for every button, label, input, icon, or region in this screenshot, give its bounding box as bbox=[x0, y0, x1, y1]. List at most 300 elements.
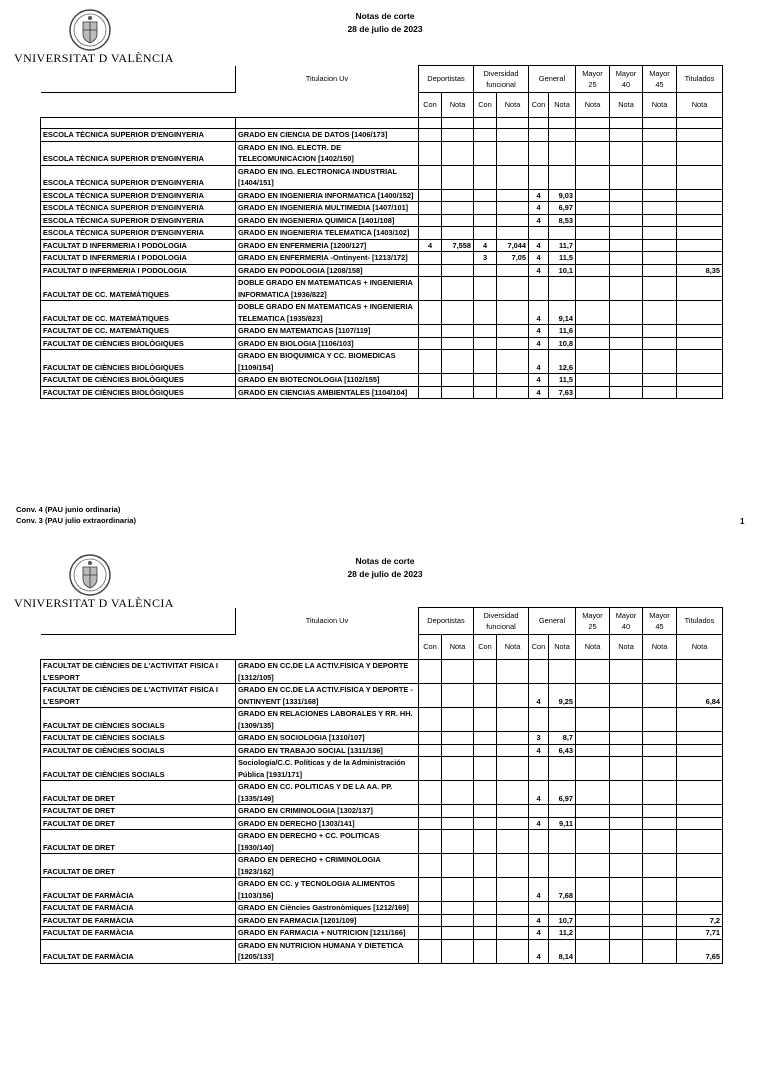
cell-mayor45 bbox=[643, 781, 677, 805]
cell-diversidad-nota bbox=[497, 337, 529, 350]
cell-mayor40 bbox=[610, 914, 643, 927]
subheader-nota: Nota bbox=[442, 635, 474, 660]
cell-titulados bbox=[677, 165, 723, 189]
cell-deportistas-con bbox=[419, 325, 442, 338]
cell-mayor40 bbox=[610, 239, 643, 252]
cell-diversidad-nota bbox=[497, 660, 529, 684]
cell-diversidad-con bbox=[474, 939, 497, 963]
cell-diversidad-nota bbox=[497, 914, 529, 927]
cell-grado: GRADO EN MATEMATICAS [1107/119] bbox=[236, 325, 419, 338]
header-general: General bbox=[529, 66, 576, 93]
cell-titulados bbox=[677, 202, 723, 215]
header-general: General bbox=[529, 608, 576, 635]
cell-mayor45 bbox=[643, 927, 677, 940]
table-row bbox=[41, 902, 723, 915]
spacer-cell bbox=[442, 118, 474, 129]
table-row bbox=[41, 854, 723, 878]
cell-general-nota: 9,14 bbox=[549, 301, 576, 325]
cell-general-con: 4 bbox=[529, 337, 549, 350]
cell-mayor45 bbox=[643, 239, 677, 252]
date-text: 28 de julio de 2023 bbox=[347, 24, 423, 34]
cell-diversidad-con bbox=[474, 386, 497, 399]
header-titulados: Titulados bbox=[677, 608, 723, 635]
cell-deportistas-con bbox=[419, 374, 442, 387]
cell-deportistas-nota bbox=[442, 854, 474, 878]
cell-grado: GRADO EN FARMACIA [1201/109] bbox=[236, 914, 419, 927]
header-diversidad: Diversidad funcional bbox=[474, 608, 529, 635]
cell-mayor25 bbox=[576, 684, 610, 708]
spacer-cell bbox=[576, 118, 610, 129]
cell-general-con bbox=[529, 902, 549, 915]
table-row bbox=[41, 660, 723, 684]
cell-mayor45 bbox=[643, 337, 677, 350]
cell-mayor45 bbox=[643, 141, 677, 165]
header-blank bbox=[41, 66, 236, 93]
cell-grado: GRADO EN ENFERMERIA [1200/127] bbox=[236, 239, 419, 252]
cell-deportistas-nota bbox=[442, 202, 474, 215]
cell-general-con: 4 bbox=[529, 386, 549, 399]
cell-grado: GRADO EN ENFERMERIA -Ontinyent- [1213/172] bbox=[236, 252, 419, 265]
cell-general-con bbox=[529, 227, 549, 240]
subheader-nota: Nota bbox=[610, 93, 643, 118]
cell-general-con: 4 bbox=[529, 301, 549, 325]
cell-mayor45 bbox=[643, 902, 677, 915]
cell-deportistas-con bbox=[419, 277, 442, 301]
cell-deportistas-con bbox=[419, 854, 442, 878]
cell-diversidad-nota bbox=[497, 830, 529, 854]
cell-titulados: 7,65 bbox=[677, 939, 723, 963]
cell-mayor40 bbox=[610, 854, 643, 878]
table-row bbox=[41, 939, 723, 963]
cell-centre: FACULTAT DE CIÈNCIES SOCIALS bbox=[41, 708, 236, 732]
cell-mayor25 bbox=[576, 732, 610, 745]
cell-mayor25 bbox=[576, 914, 610, 927]
table-row bbox=[41, 129, 723, 142]
cell-grado: GRADO EN ING. ELECTR. DE TELECOMUNICACION [1402/150] bbox=[236, 141, 419, 165]
cell-mayor45 bbox=[643, 165, 677, 189]
table-row bbox=[41, 301, 723, 325]
subheader-nota: Nota bbox=[549, 635, 576, 660]
cell-grado: GRADO EN Ciències Gastronòmiques [1212/169] bbox=[236, 902, 419, 915]
cell-general-con: 4 bbox=[529, 939, 549, 963]
table-row bbox=[41, 684, 723, 708]
cell-diversidad-con bbox=[474, 325, 497, 338]
cell-mayor45 bbox=[643, 854, 677, 878]
cell-centre: FACULTAT DE CC. MATEMÀTIQUES bbox=[41, 301, 236, 325]
cell-mayor40 bbox=[610, 325, 643, 338]
cell-deportistas-nota bbox=[442, 325, 474, 338]
cell-mayor40 bbox=[610, 660, 643, 684]
cell-mayor25 bbox=[576, 660, 610, 684]
cell-deportistas-nota bbox=[442, 684, 474, 708]
cell-mayor40 bbox=[610, 337, 643, 350]
cell-diversidad-con bbox=[474, 830, 497, 854]
cell-mayor40 bbox=[610, 781, 643, 805]
title-text: Notas de corte bbox=[355, 556, 415, 566]
subheader-con: Con bbox=[474, 635, 497, 660]
cell-centre: FACULTAT D INFERMERIA I PODOLOGIA bbox=[41, 252, 236, 265]
table-row bbox=[41, 708, 723, 732]
university-name: VNIVERSITAT D VALÈNCIA bbox=[14, 596, 174, 610]
table-row bbox=[41, 214, 723, 227]
cell-diversidad-nota bbox=[497, 189, 529, 202]
cell-general-con bbox=[529, 141, 549, 165]
cell-mayor25 bbox=[576, 878, 610, 902]
table-row bbox=[41, 202, 723, 215]
cell-mayor45 bbox=[643, 129, 677, 142]
cell-general-nota: 11,7 bbox=[549, 239, 576, 252]
cell-general-nota: 11,6 bbox=[549, 325, 576, 338]
cell-titulados bbox=[677, 902, 723, 915]
cell-mayor25 bbox=[576, 744, 610, 757]
cell-centre: ESCOLA TÈCNICA SUPERIOR D'ENGINYERIA bbox=[41, 165, 236, 189]
cell-general-nota bbox=[549, 141, 576, 165]
cell-centre: FACULTAT DE FARMÀCIA bbox=[41, 927, 236, 940]
subheader-nota: Nota bbox=[643, 635, 677, 660]
table-row bbox=[41, 781, 723, 805]
cell-diversidad-con bbox=[474, 129, 497, 142]
cell-mayor25 bbox=[576, 129, 610, 142]
cell-grado: GRADO EN SOCIOLOGIA [1310/107] bbox=[236, 732, 419, 745]
cell-mayor25 bbox=[576, 757, 610, 781]
cell-deportistas-con bbox=[419, 214, 442, 227]
cell-grado: GRADO EN CC.DE LA ACTIV.FISICA Y DEPORTE -ONTINYENT [1331/168] bbox=[236, 684, 419, 708]
cell-mayor45 bbox=[643, 350, 677, 374]
cell-centre: ESCOLA TÈCNICA SUPERIOR D'ENGINYERIA bbox=[41, 189, 236, 202]
cell-mayor25 bbox=[576, 386, 610, 399]
cell-deportistas-con bbox=[419, 708, 442, 732]
cell-titulados bbox=[677, 878, 723, 902]
cell-mayor25 bbox=[576, 939, 610, 963]
cell-mayor25 bbox=[576, 214, 610, 227]
cell-general-nota: 6,97 bbox=[549, 202, 576, 215]
cell-grado: GRADO EN DERECHO [1303/141] bbox=[236, 817, 419, 830]
cell-titulados bbox=[677, 214, 723, 227]
cell-deportistas-con bbox=[419, 732, 442, 745]
cell-titulados bbox=[677, 252, 723, 265]
subheader-nota: Nota bbox=[576, 93, 610, 118]
cutoff-table bbox=[40, 607, 723, 964]
cell-diversidad-nota bbox=[497, 350, 529, 374]
cell-grado: GRADO EN INGENIERIA TELEMATICA [1403/102] bbox=[236, 227, 419, 240]
cell-mayor25 bbox=[576, 350, 610, 374]
spacer-cell bbox=[529, 118, 549, 129]
cell-diversidad-con bbox=[474, 301, 497, 325]
cell-mayor45 bbox=[643, 277, 677, 301]
cell-deportistas-nota bbox=[442, 830, 474, 854]
table-row bbox=[41, 141, 723, 165]
cell-centre: FACULTAT DE DRET bbox=[41, 805, 236, 818]
subheader-nota: Nota bbox=[549, 93, 576, 118]
subheader-con: Con bbox=[419, 635, 442, 660]
table-row bbox=[41, 878, 723, 902]
cell-grado: GRADO EN CIENCIAS AMBIENTALES [1104/104] bbox=[236, 386, 419, 399]
header-titulacion: Titulacion Uv bbox=[305, 74, 349, 84]
cell-grado: GRADO EN DERECHO + CC. POLITICAS [1930/140] bbox=[236, 830, 419, 854]
cell-diversidad-nota bbox=[497, 854, 529, 878]
cell-diversidad-nota bbox=[497, 227, 529, 240]
cell-centre: FACULTAT DE CIÈNCIES BIOLÒGIQUES bbox=[41, 374, 236, 387]
cell-deportistas-nota bbox=[442, 227, 474, 240]
header-deportistas: Deportistas bbox=[419, 66, 474, 93]
cell-mayor45 bbox=[643, 386, 677, 399]
spacer-cell bbox=[643, 118, 677, 129]
cell-mayor45 bbox=[643, 939, 677, 963]
cell-diversidad-nota bbox=[497, 781, 529, 805]
cell-general-nota bbox=[549, 165, 576, 189]
header-mayor25: Mayor 25 bbox=[576, 66, 610, 93]
cell-mayor45 bbox=[643, 744, 677, 757]
cell-diversidad-con bbox=[474, 854, 497, 878]
cell-diversidad-con bbox=[474, 927, 497, 940]
header-deportistas: Deportistas bbox=[419, 608, 474, 635]
cell-mayor45 bbox=[643, 374, 677, 387]
cell-diversidad-nota bbox=[497, 805, 529, 818]
cell-centre: FACULTAT DE CIÈNCIES SOCIALS bbox=[41, 757, 236, 781]
cell-deportistas-con bbox=[419, 902, 442, 915]
cell-titulados bbox=[677, 227, 723, 240]
cell-mayor25 bbox=[576, 141, 610, 165]
cell-general-nota: 11,5 bbox=[549, 374, 576, 387]
cell-titulados bbox=[677, 374, 723, 387]
cell-grado: GRADO EN RELACIONES LABORALES Y RR. HH. [1309/135] bbox=[236, 708, 419, 732]
cell-titulados bbox=[677, 350, 723, 374]
cell-centre: FACULTAT DE FARMÀCIA bbox=[41, 914, 236, 927]
cell-diversidad-con bbox=[474, 264, 497, 277]
cell-titulados bbox=[677, 239, 723, 252]
cell-mayor45 bbox=[643, 202, 677, 215]
cell-mayor25 bbox=[576, 337, 610, 350]
cell-general-nota: 9,03 bbox=[549, 189, 576, 202]
cell-mayor40 bbox=[610, 939, 643, 963]
cell-grado: GRADO EN CC. y TECNOLOGIA ALIMENTOS [1103/156] bbox=[236, 878, 419, 902]
cell-mayor40 bbox=[610, 830, 643, 854]
cell-general-nota bbox=[549, 660, 576, 684]
cell-diversidad-con bbox=[474, 684, 497, 708]
cell-mayor25 bbox=[576, 854, 610, 878]
cell-diversidad-con: 3 bbox=[474, 252, 497, 265]
footnote-1: Conv. 4 (PAU junio ordinaria) bbox=[16, 505, 121, 514]
cell-general-nota: 10,7 bbox=[549, 914, 576, 927]
cell-mayor45 bbox=[643, 264, 677, 277]
subheader-con: Con bbox=[529, 93, 549, 118]
cell-general-con bbox=[529, 129, 549, 142]
spacer-cell bbox=[236, 118, 419, 129]
cell-diversidad-con bbox=[474, 660, 497, 684]
cell-grado: DOBLE GRADO EN MATEMATICAS + INGENIERIA INFORMATICA [1936/822] bbox=[236, 277, 419, 301]
cell-deportistas-con bbox=[419, 227, 442, 240]
cell-general-con bbox=[529, 854, 549, 878]
cell-general-con: 4 bbox=[529, 781, 549, 805]
header-mayor45: Mayor 45 bbox=[643, 608, 677, 635]
subheader-nota: Nota bbox=[576, 635, 610, 660]
cell-mayor45 bbox=[643, 227, 677, 240]
spacer-cell bbox=[677, 118, 723, 129]
cell-deportistas-nota bbox=[442, 337, 474, 350]
cell-grado: GRADO EN BIOQUIMICA Y CC. BIOMEDICAS [1109/154] bbox=[236, 350, 419, 374]
cell-general-con: 4 bbox=[529, 189, 549, 202]
cell-deportistas-con bbox=[419, 781, 442, 805]
cell-mayor45 bbox=[643, 684, 677, 708]
cell-mayor40 bbox=[610, 927, 643, 940]
cell-diversidad-nota bbox=[497, 202, 529, 215]
cell-mayor40 bbox=[610, 374, 643, 387]
cell-diversidad-con bbox=[474, 214, 497, 227]
cell-centre: FACULTAT DE DRET bbox=[41, 830, 236, 854]
cell-mayor45 bbox=[643, 914, 677, 927]
cell-titulados bbox=[677, 732, 723, 745]
cell-mayor45 bbox=[643, 214, 677, 227]
subheader-nota: Nota bbox=[610, 635, 643, 660]
cutoff-table bbox=[40, 65, 723, 399]
subheader-nota: Nota bbox=[677, 93, 723, 118]
cell-general-con: 4 bbox=[529, 878, 549, 902]
table-row bbox=[41, 189, 723, 202]
cell-diversidad-con bbox=[474, 189, 497, 202]
cell-diversidad-con bbox=[474, 141, 497, 165]
cell-diversidad-nota bbox=[497, 301, 529, 325]
cell-deportistas-nota bbox=[442, 817, 474, 830]
subheader-nota: Nota bbox=[442, 93, 474, 118]
cell-diversidad-con bbox=[474, 165, 497, 189]
cell-general-nota: 7,68 bbox=[549, 878, 576, 902]
header-mayor45: Mayor 45 bbox=[643, 66, 677, 93]
header-blank bbox=[41, 608, 236, 635]
cell-deportistas-con: 4 bbox=[419, 239, 442, 252]
table-row bbox=[41, 350, 723, 374]
cell-mayor25 bbox=[576, 902, 610, 915]
table-row bbox=[41, 817, 723, 830]
cell-titulados bbox=[677, 141, 723, 165]
cell-diversidad-nota bbox=[497, 939, 529, 963]
cell-general-nota: 11,5 bbox=[549, 252, 576, 265]
cell-deportistas-nota bbox=[442, 141, 474, 165]
cell-deportistas-nota bbox=[442, 878, 474, 902]
cell-diversidad-con bbox=[474, 878, 497, 902]
spacer-row bbox=[41, 118, 723, 129]
cell-deportistas-con bbox=[419, 927, 442, 940]
cell-deportistas-nota bbox=[442, 189, 474, 202]
cell-diversidad-con bbox=[474, 902, 497, 915]
cell-mayor40 bbox=[610, 264, 643, 277]
cell-centre: FACULTAT DE CIÈNCIES DE L'ACTIVITAT FISICA I L'ESPORT bbox=[41, 660, 236, 684]
cell-general-nota bbox=[549, 129, 576, 142]
cell-mayor40 bbox=[610, 301, 643, 325]
cell-general-con: 4 bbox=[529, 202, 549, 215]
cell-mayor25 bbox=[576, 805, 610, 818]
cell-titulados: 7,71 bbox=[677, 927, 723, 940]
cell-centre: FACULTAT DE CC. MATEMÀTIQUES bbox=[41, 277, 236, 301]
cell-mayor25 bbox=[576, 301, 610, 325]
cell-mayor40 bbox=[610, 141, 643, 165]
cell-general-nota: 10,8 bbox=[549, 337, 576, 350]
cell-general-con: 3 bbox=[529, 732, 549, 745]
cell-titulados bbox=[677, 817, 723, 830]
cell-deportistas-con bbox=[419, 189, 442, 202]
subheader-blank bbox=[41, 635, 236, 660]
cell-deportistas-nota bbox=[442, 914, 474, 927]
cell-deportistas-con bbox=[419, 264, 442, 277]
cell-mayor40 bbox=[610, 189, 643, 202]
cell-deportistas-nota bbox=[442, 301, 474, 325]
cell-grado: GRADO EN INGENIERIA MULTIMEDIA [1407/101] bbox=[236, 202, 419, 215]
subheader-blank-2 bbox=[236, 635, 419, 660]
table-row bbox=[41, 325, 723, 338]
cell-mayor40 bbox=[610, 165, 643, 189]
cell-general-con bbox=[529, 708, 549, 732]
cell-titulados bbox=[677, 277, 723, 301]
cell-deportistas-con bbox=[419, 878, 442, 902]
cell-centre: FACULTAT DE CIÈNCIES SOCIALS bbox=[41, 732, 236, 745]
cell-deportistas-con bbox=[419, 386, 442, 399]
table-row bbox=[41, 805, 723, 818]
table-row bbox=[41, 386, 723, 399]
cell-general-nota: 8,7 bbox=[549, 732, 576, 745]
cell-general-con bbox=[529, 660, 549, 684]
cell-deportistas-con bbox=[419, 350, 442, 374]
cell-mayor45 bbox=[643, 732, 677, 745]
cell-diversidad-con bbox=[474, 350, 497, 374]
cell-diversidad-con: 4 bbox=[474, 239, 497, 252]
cell-deportistas-con bbox=[419, 141, 442, 165]
university-logo bbox=[14, 8, 174, 68]
cell-centre: FACULTAT DE CIÈNCIES BIOLÒGIQUES bbox=[41, 337, 236, 350]
cell-centre: FACULTAT DE DRET bbox=[41, 817, 236, 830]
cell-mayor45 bbox=[643, 805, 677, 818]
cell-centre: ESCOLA TÈCNICA SUPERIOR D'ENGINYERIA bbox=[41, 214, 236, 227]
cell-mayor40 bbox=[610, 214, 643, 227]
cell-titulados bbox=[677, 744, 723, 757]
cell-deportistas-con bbox=[419, 914, 442, 927]
cell-general-con bbox=[529, 830, 549, 854]
cell-mayor45 bbox=[643, 757, 677, 781]
cell-mayor40 bbox=[610, 817, 643, 830]
cell-mayor40 bbox=[610, 350, 643, 374]
university-crest-icon bbox=[68, 553, 112, 597]
table-row bbox=[41, 239, 723, 252]
cell-mayor40 bbox=[610, 878, 643, 902]
cell-titulados bbox=[677, 386, 723, 399]
table-body bbox=[41, 118, 723, 399]
cell-diversidad-nota: 7,044 bbox=[497, 239, 529, 252]
cell-general-con: 4 bbox=[529, 374, 549, 387]
cell-centre: FACULTAT DE FARMÀCIA bbox=[41, 878, 236, 902]
table-row bbox=[41, 830, 723, 854]
cell-diversidad-nota bbox=[497, 374, 529, 387]
cell-deportistas-nota bbox=[442, 277, 474, 301]
cell-centre: FACULTAT DE CIÈNCIES BIOLÒGIQUES bbox=[41, 386, 236, 399]
cell-grado: GRADO EN NUTRICION HUMANA Y DIETETICA [1205/133] bbox=[236, 939, 419, 963]
cell-titulados bbox=[677, 301, 723, 325]
header-diversidad: Diversidad funcional bbox=[474, 66, 529, 93]
cell-deportistas-nota bbox=[442, 129, 474, 142]
cell-general-nota bbox=[549, 805, 576, 818]
cell-grado: GRADO EN DERECHO + CRIMINOLOGIA [1923/162] bbox=[236, 854, 419, 878]
cell-general-con: 4 bbox=[529, 252, 549, 265]
cell-centre: FACULTAT DE CIÈNCIES BIOLÒGIQUES bbox=[41, 350, 236, 374]
cell-mayor25 bbox=[576, 277, 610, 301]
subheader-con: Con bbox=[474, 93, 497, 118]
cell-diversidad-nota bbox=[497, 927, 529, 940]
cell-mayor45 bbox=[643, 301, 677, 325]
cell-deportistas-nota bbox=[442, 386, 474, 399]
cell-deportistas-con bbox=[419, 660, 442, 684]
cell-general-con: 4 bbox=[529, 684, 549, 708]
cell-diversidad-con bbox=[474, 732, 497, 745]
header-mayor40: Mayor 40 bbox=[610, 66, 643, 93]
cell-mayor40 bbox=[610, 684, 643, 708]
subheader-nota: Nota bbox=[497, 93, 529, 118]
